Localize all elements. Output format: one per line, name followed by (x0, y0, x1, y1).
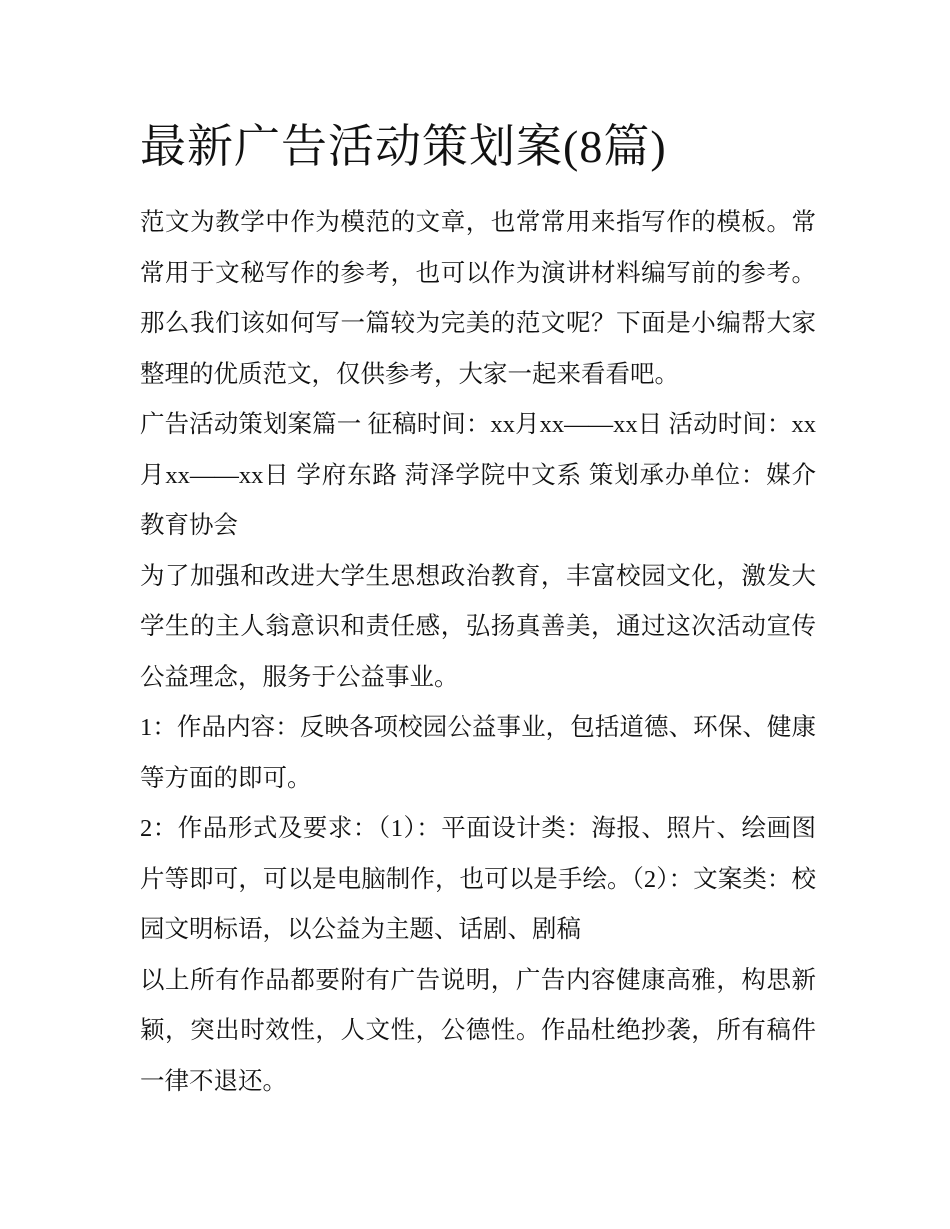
document-title: 最新广告活动策划案(8篇) (140, 121, 667, 172)
purpose-paragraph: 为了加强和改进大学生思想政治教育，丰富校园文化，激发大学生的主人翁意识和责任感，弘扬真善美，通过这次活动宣传公益理念，服务于公益事业。 (140, 562, 816, 691)
content-requirement-paragraph: 1：作品内容：反映各项校园公益事业，包括道德、环保、健康等方面的即可。 (140, 714, 816, 792)
format-requirement-paragraph: 2：作品形式及要求：（1）：平面设计类：海报、照片、绘画图片等即可，可以是电脑制作，也可以是手绘。（2）：文案类：校园文明标语，以公益为主题、话剧、剧稿 (140, 815, 816, 943)
document-body (140, 112, 816, 1107)
event-info-paragraph: 广告活动策划案篇一 征稿时间：xx月xx——xx日 活动时间：xx月xx——xx日 学府东路 菏泽学院中文系 策划承办单位：媒介教育协会 (140, 411, 816, 539)
intro-paragraph: 范文为教学中作为模范的文章，也常常用来指写作的模板。常常用于文秘写作的参考，也可以作为演讲材料编写前的参考。那么我们该如何写一篇较为完美的范文呢？下面是小编帮大家整理的优质范文，仅供参考，大家一起来看看吧。 (140, 209, 816, 388)
submission-rules-paragraph: 以上所有作品都要附有广告说明，广告内容健康高雅，构思新颖，突出时效性，人文性，公德性。作品杜绝抄袭，所有稿件一律不退还。 (140, 966, 816, 1095)
